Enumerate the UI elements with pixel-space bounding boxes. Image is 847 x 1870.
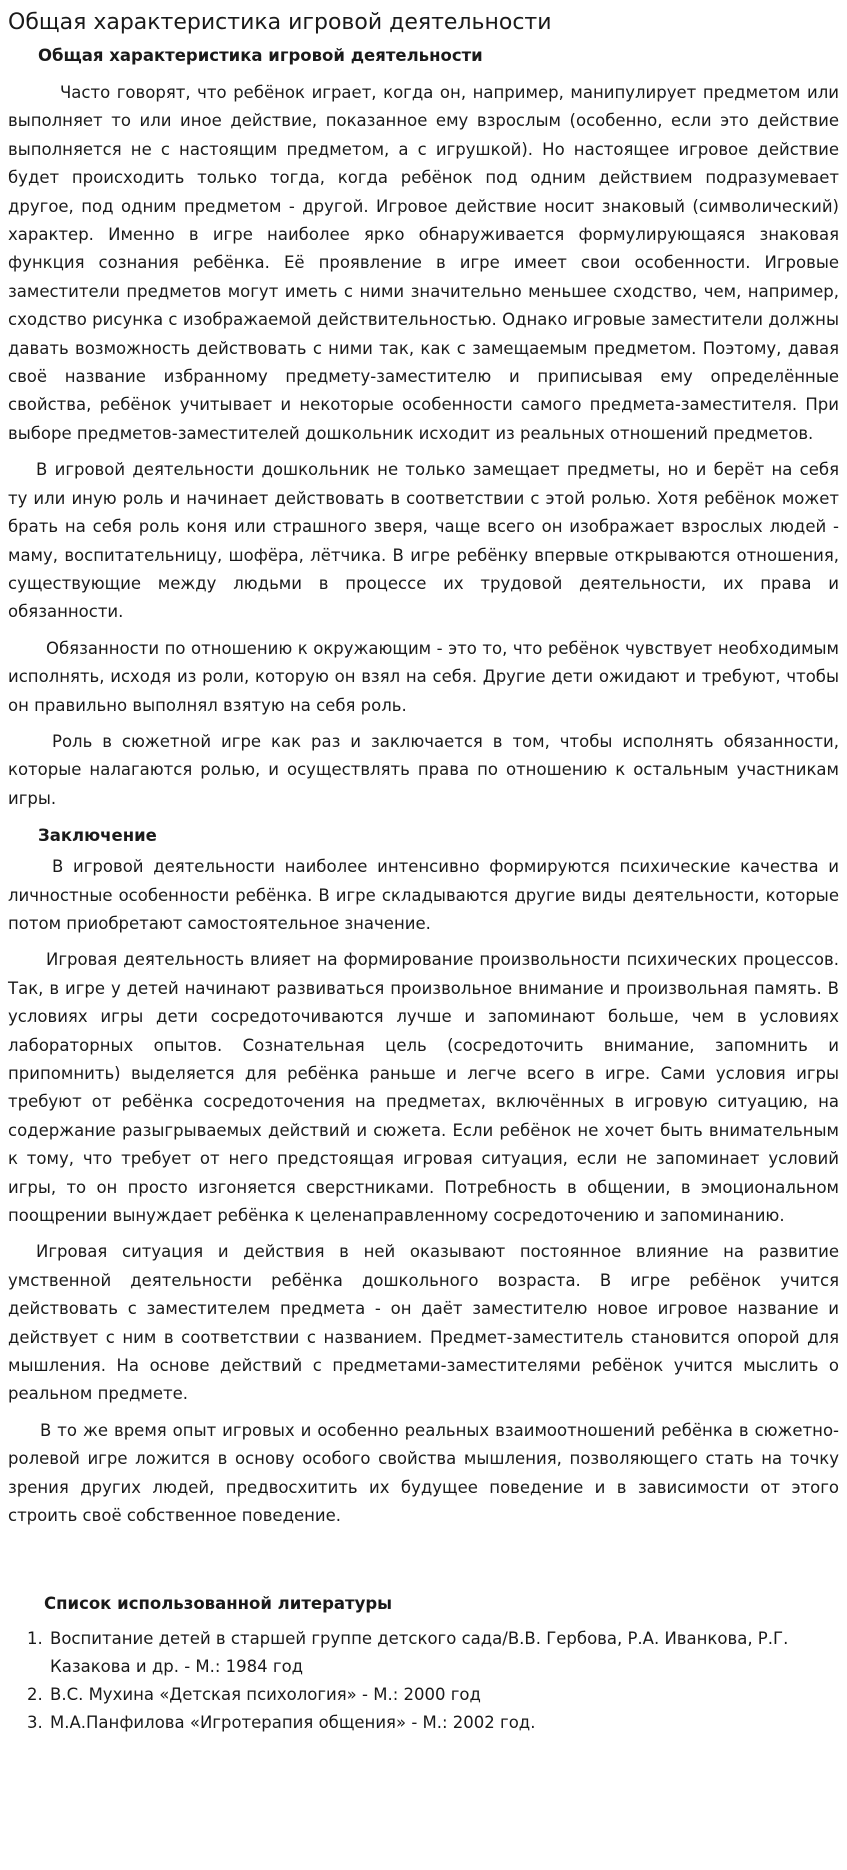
paragraph: Обязанности по отношению к окружающим - это то, что ребёнок чувствует необходимым исполнять, исходя из роли, которую он взял на себя. Другие дети ожидают и требуют, чтобы он правильно выполнял взятую на себя роль.: [8, 638, 839, 715]
document-title: Общая характеристика игровой деятельности: [8, 10, 552, 35]
paragraph: Часто говорят, что ребёнок играет, когда он, например, манипулирует предметом или выполняет то или иное действие, показанное ему взрослым (особенно, если это действие выполняется не с настоящим предметом, а с игрушкой). Но настоящее игровое действие будет происходить только тогда, когда ребёнок под одним действием подразумевает другое, под одним предметом - другой. Игровое действие носит знаковый (символический) характер. Именно в игре наиболее ярко обнаруживается формулирующаяся знаковая функция сознания ребёнка. Её проявление в игре имеет свои особенности. Игровые заместители предметов могут иметь с ними значительно меньшее сходство, чем, например, сходство рисунка с изображаемой действительностью. Однако игровые заместители должны давать возможность действовать с ними так, как с замещаемым предметом. Поэтому, давая своё название избранному предмету-заместителю и приписывая ему определённые свойства, ребёнок учитывает и некоторые особенности самого предмета-заместителя. При выборе предметов-заместителей дошкольник исходит из реальных отношений предметов.: [8, 83, 839, 443]
paragraph: В игровой деятельности дошкольник не только замещает предметы, но и берёт на себя ту или иную роль и начинает действовать в соответствии с этой ролью. Хотя ребёнок может брать на себя роль коня или страшного зверя, чаще всего он изображает взрослых людей - маму, воспитательницу, шофёра, лётчика. В игре ребёнку впервые открываются отношения, существующие между людьми в процессе их трудовой деятельности, их права и обязанности.: [8, 460, 839, 622]
reference-item: 3. М.А.Панфилова «Игротерапия общения» - М.: 2002 год.: [48, 1709, 839, 1737]
references-heading: Список использованной литературы: [44, 1593, 393, 1613]
paragraph: Роль в сюжетной игре как раз и заключается в том, чтобы исполнять обязанности, которые налагаются ролью, и осуществлять права по отношению к остальным участникам игры.: [8, 731, 839, 808]
references-list: [8, 1625, 839, 1737]
paragraph: В игровой деятельности наиболее интенсивно формируются психические качества и личностные особенности ребёнка. В игре складываются другие виды деятельности, которые потом приобретают самостоятельное значение.: [8, 857, 839, 933]
paragraph: Игровая ситуация и действия в ней оказывают постоянное влияние на развитие умственной деятельности ребёнка дошкольного возраста. В игре ребёнок учится действовать с заместителем предмета - он даёт заместителю новое игровое название и действует с ним в соответствии с названием. Предмет-заместитель становится опорой для мышления. На основе действий с предметами-заместителями ребёнок учится мыслить о реальном предмете.: [8, 1242, 839, 1404]
section-heading: Общая характеристика игровой деятельности: [38, 46, 483, 65]
paragraph: В то же время опыт игровых и особенно реальных взаимоотношений ребёнка в сюжетно-ролевой игре ложится в основу особого свойства мышления, позволяющего стать на точку зрения других людей, предвосхитить их будущее поведение и в зависимости от этого строить своё собственное поведение.: [8, 1420, 839, 1526]
conclusion-heading: Заключение: [38, 826, 157, 846]
spacer: [8, 1539, 839, 1587]
reference-item: 1. Воспитание детей в старшей группе детского сада/В.В. Гербова, Р.А. Иванкова, Р.Г. Казакова и др. - М.: 1984 год: [48, 1625, 839, 1681]
reference-item: 2. В.С. Мухина «Детская психология» - М.: 2000 год: [48, 1681, 839, 1709]
paragraph: Игровая деятельность влияет на формирование произвольности психических процессов. Так, в игре у детей начинают развиваться произвольное внимание и произвольная память. В условиях игры дети сосредоточиваются лучше и запоминают больше, чем в условиях лабораторных опытов. Сознательная цель (сосредоточить внимание, запомнить и припомнить) выделяется для ребёнка раньше и легче всего в игре. Сами условия игры требуют от ребёнка сосредоточения на предметах, включённых в игровую ситуацию, на содержание разыгрываемых действий и сюжета. Если ребёнок не хочет быть внимательным к тому, что требует от него предстоящая игровая ситуация, если не запоминает условий игры, то он просто изгоняется сверстниками. Потребность в общении, в эмоциональном поощрении вынуждает ребёнка к целенаправленному сосредоточению и запоминанию.: [8, 950, 839, 1226]
